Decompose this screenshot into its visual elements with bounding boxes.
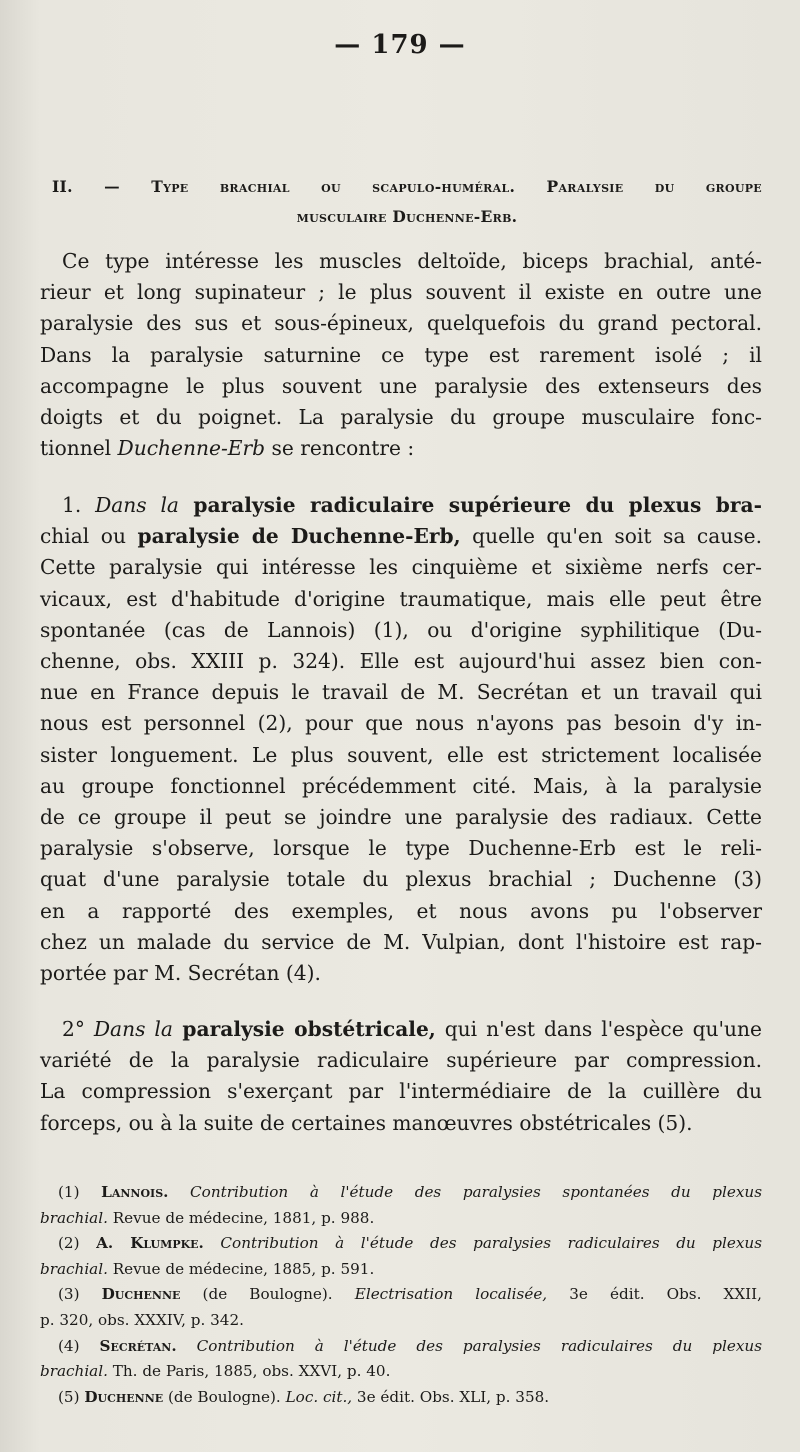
footnote-number: (3) <box>58 1285 102 1304</box>
footnote-source: Revue de médecine, 1885, p. 591. <box>107 1259 375 1278</box>
text-line: au groupe fonctionnel précédemment cité. Mais, à la paralysie <box>40 773 762 798</box>
heading-line-2: musculaire Duchenne-Erb. <box>296 207 518 226</box>
text-line: Ce type intéresse les muscles deltoïde, biceps brachial, anté- <box>62 249 762 273</box>
text-line <box>40 1014 762 1045</box>
footnote-title: Contribution à l'étude des paralysies radiculaires du plexus <box>203 1234 763 1253</box>
text-line: vicaux, est d'habitude d'origine traumatique, mais elle peut être <box>40 586 762 611</box>
heading-line-1: II. — Type brachial ou scapulo-huméral. Paralysie du groupe <box>52 177 762 196</box>
footnote-title: Electrisation localisée, <box>354 1285 548 1304</box>
text-line: paralysie des sus et sous-épineux, quelquefois du grand pectoral. <box>40 311 762 336</box>
italic-term: Duchenne-Erb <box>117 436 266 461</box>
text-line: de ce groupe il peut se joindre une paralysie des radiaux. Cette <box>40 805 762 830</box>
text-run: quelle qu'en soit sa cause. <box>460 524 762 549</box>
footnote-1 <box>40 1180 762 1206</box>
footnote-2 <box>40 1231 762 1257</box>
text-run: qui n'est dans l'espèce qu'une <box>435 1017 763 1041</box>
text-line: variété de la paralysie radiculaire supérieure par compression. <box>40 1048 762 1073</box>
text-line: portée par M. Secrétan (4). <box>40 961 321 986</box>
text-line: accompagne le plus souvent une paralysie des extenseurs des <box>40 373 762 398</box>
text-line: spontanée (cas de Lannois) (1), ou d'origine syphilitique (Du- <box>40 617 762 642</box>
footnote-5 <box>40 1385 762 1411</box>
footnote-text: 3e édit. Obs. XLI, p. 358. <box>352 1387 550 1406</box>
footnotes <box>40 1180 762 1410</box>
footnote-title: Contribution à l'étude des paralysies radiculaires du plexus <box>176 1336 763 1355</box>
text-line: Cette paralysie qui intéresse les cinquième et sixième nerfs cer- <box>40 555 762 580</box>
footnote-title: brachial. <box>40 1208 108 1227</box>
footnote-2-cont <box>40 1257 762 1283</box>
text-line: chez un malade du service de M. Vulpian, dont l'histoire est rap- <box>40 929 762 954</box>
text-line <box>40 490 762 521</box>
italic-term: Dans la <box>95 493 179 517</box>
page-number: — 179 — <box>334 30 466 60</box>
footnote-text: 3e édit. Obs. XXII, <box>547 1285 762 1304</box>
bold-term: paralysie obstétricale, <box>172 1017 436 1041</box>
footnote-number: (5) <box>58 1387 85 1406</box>
footnote-1-cont <box>40 1206 762 1232</box>
footnote-source: Revue de médecine, 1881, p. 988. <box>107 1208 375 1227</box>
footnote-title: Contribution à l'étude des paralysies spontanées du plexus <box>168 1183 763 1201</box>
text-line: sister longuement. Le plus souvent, elle est strictement localisée <box>40 742 762 767</box>
text-line: forceps, ou à la suite de certaines manœuvres obstétricales (5). <box>40 1110 693 1135</box>
footnote-4-cont <box>40 1359 762 1385</box>
paragraph-item-2 <box>40 1014 762 1139</box>
text-line: nous est personnel (2), pour que nous n'ayons pas besoin d'y in- <box>40 711 762 736</box>
text-line: en a rapporté des exemples, et nous avons pu l'observer <box>40 898 762 923</box>
bold-term: paralysie de Duchenne-Erb, <box>137 524 461 549</box>
footnote-author: Duchenne <box>101 1285 181 1304</box>
text-line <box>40 433 762 464</box>
footnote-3-cont <box>40 1308 762 1334</box>
paragraph-intro <box>40 246 762 464</box>
footnote-number: (4) <box>58 1336 100 1355</box>
footnote-text: (de Boulogne). <box>180 1285 355 1304</box>
text-run: chial ou <box>40 524 138 549</box>
item-number: 1. <box>62 493 96 517</box>
item-number: 2° <box>62 1017 94 1041</box>
footnote-source: p. 320, obs. XXXIV, p. 342. <box>40 1310 244 1329</box>
footnote-title: brachial. <box>40 1362 108 1381</box>
footnote-author: A. Klumpke. <box>96 1234 204 1253</box>
text-line: paralysie s'observe, lorsque le type Duchenne-Erb est le reli- <box>40 836 762 861</box>
section-heading <box>52 172 762 232</box>
text-line: nue en France depuis le travail de M. Secrétan et un travail qui <box>40 680 762 705</box>
footnote-author: Lannois. <box>101 1183 169 1201</box>
footnote-text: (de Boulogne). <box>163 1387 286 1406</box>
text-line: Dans la paralysie saturnine ce type est rarement isolé ; il <box>40 342 762 367</box>
footnote-number: (2) <box>58 1234 97 1253</box>
footnote-title: brachial. <box>40 1259 108 1278</box>
footnote-author: Secrétan. <box>99 1336 177 1355</box>
text-line: doigts et du poignet. La paralysie du groupe musculaire fonc- <box>40 405 762 430</box>
footnote-3 <box>40 1282 762 1308</box>
footnote-number: (1) <box>58 1183 102 1201</box>
footnote-source: Th. de Paris, 1885, obs. XXVI, p. 40. <box>107 1362 391 1381</box>
footnote-title: Loc. cit., <box>285 1387 353 1406</box>
text-line: chenne, obs. XXIII p. 324). Elle est aujourd'hui assez bien con- <box>40 649 762 674</box>
text-line: quat d'une paralysie totale du plexus brachial ; Duchenne (3) <box>40 867 762 892</box>
italic-term: Dans la <box>93 1017 173 1041</box>
footnote-4 <box>40 1334 762 1360</box>
text-run: se rencontre : <box>265 436 415 461</box>
text-line <box>40 521 762 552</box>
bold-term: paralysie radiculaire supérieure du plexus bra- <box>178 493 762 517</box>
footnote-author: Duchenne <box>84 1387 164 1406</box>
text-run: tionnel <box>40 436 118 461</box>
paragraph-item-1 <box>40 490 762 989</box>
text-line: rieur et long supinateur ; le plus souvent il existe en outre une <box>40 280 762 305</box>
text-line: La compression s'exerçant par l'intermédiaire de la cuillère du <box>40 1079 762 1104</box>
